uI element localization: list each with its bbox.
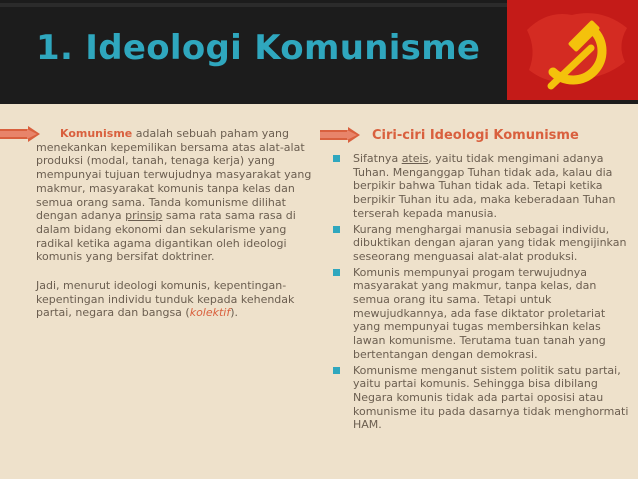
arrow-right-icon [320,127,360,143]
hammer-and-sickle-flag [507,0,638,100]
list-item: Kurang menghargai manusia sebagai individu, dibuktikan dengan ajaran yang tidak mengijinkan seseorang menguasai alat-alat produksi. [330,223,630,264]
square-bullet-icon [333,226,340,233]
characteristics-heading: Ciri-ciri Ideologi Komunisme [372,128,579,143]
link-prinsip[interactable]: prinsip [125,209,163,223]
square-bullet-icon [333,367,340,374]
slide-header [0,0,638,104]
arrow-right-icon [0,126,40,142]
list-item: Komunis mempunyai progam terwujudnya masyarakat yang makmur, tanpa kelas, dan semua orang itu sama. Tetapi untuk mewujudkannya, ada fase diktator proletariat yang mempunyai tugas membersihkan kelas lawan komunisme. Terutama tuan tanah yang bertentangan dengan demokrasi. [330,266,630,362]
characteristics-list [330,152,630,434]
definition-paragraph: Komunisme adalah sebuah paham yang menekankan kepemilikan bersama atas alat-alat produksi (modal, tanah, tenaga kerja) yang mempunyai tujuan terwujudnya masyarakat yang makmur, masyarakat komunis tanpa kelas dan semua orang sama. Tanda komunisme dilihat dengan adanya prinsip sama rata sama rasa di dalam bidang ekonomi dan sekularisme yang radikal ketika agama digantikan oleh ideologi komunis yang bersifat doktriner. [36,127,312,264]
definition-text [36,127,314,320]
keyword-kolektif: kolektif [189,306,231,320]
square-bullet-icon [333,269,340,276]
conclusion-paragraph: Jadi, menurut ideologi komunis, kepentingan-kepentingan individu tunduk kepada kehendak partai, negara dan bangsa (kolektif). [36,279,295,320]
keyword-komunisme: Komunisme [60,127,133,140]
list-item: Sifatnya ateis, yaitu tidak mengimani adanya Tuhan. Menganggap Tuhan tidak ada, kalau dia berpikir bahwa Tuhan tidak ada. Tetapi ketika berpikir Tuhan itu ada, maka keberadaan Tuhan terserah kepada manusia. [330,152,630,221]
list-item: Komunisme menganut sistem politik satu partai, yaitu partai komunis. Sehingga bisa dibilang Negara komunis tidak ada partai oposisi atau komunisme itu pada dasarnya tidak menghormati HAM. [330,364,630,433]
link-ateis[interactable]: ateis [401,152,429,165]
slide-title: 1. Ideologi Komunisme [36,28,481,68]
square-bullet-icon [333,155,340,162]
